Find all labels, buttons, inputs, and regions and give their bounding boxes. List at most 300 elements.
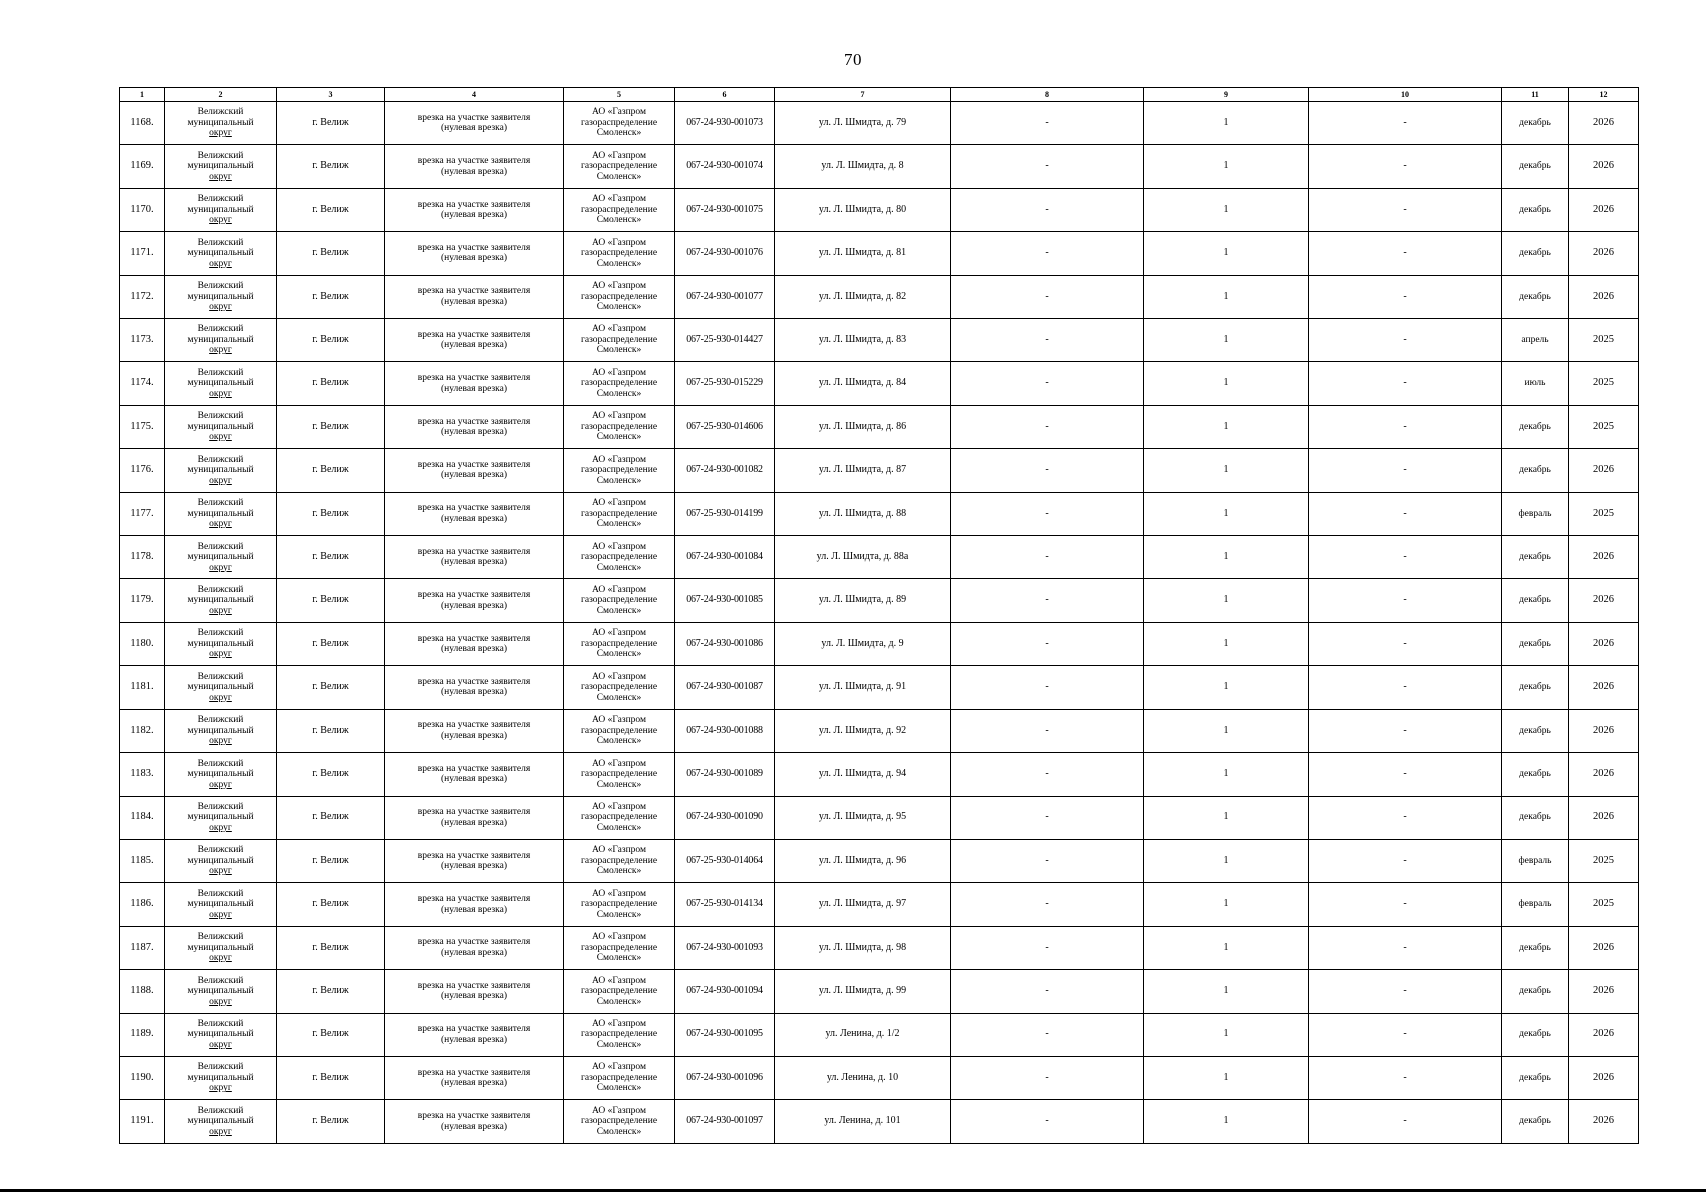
district-line: Велижский (197, 932, 244, 943)
request-id-cell: 067-24-930-001084 (675, 536, 775, 579)
table-row (120, 883, 1639, 926)
town-cell: г. Велиж (277, 362, 385, 405)
year-cell: 2026 (1569, 753, 1639, 796)
district-cell (165, 839, 277, 882)
operator-line: Смоленск» (596, 692, 642, 703)
district-line: муниципальный (187, 552, 254, 563)
operator-line: АО «Газпром (591, 628, 646, 639)
work-type-cell (385, 970, 564, 1013)
district-cell (165, 102, 277, 145)
row-number: 1176. (120, 449, 165, 492)
table-row (120, 1100, 1639, 1144)
table-row (120, 362, 1639, 405)
row-number: 1187. (120, 926, 165, 969)
work-type-cell (385, 926, 564, 969)
work-type-line: (нулевая врезка) (440, 166, 508, 177)
address-cell: ул. Л. Шмидта, д. 84 (775, 362, 951, 405)
district-line: муниципальный (187, 117, 254, 128)
work-type-line: врезка на участке заявителя (417, 242, 531, 253)
address-cell: ул. Л. Шмидта, д. 91 (775, 666, 951, 709)
column-9-cell: 1 (1144, 579, 1309, 622)
request-id-cell: 067-24-930-001073 (675, 102, 775, 145)
district-line: Велижский (197, 1105, 244, 1116)
work-type-cell (385, 405, 564, 448)
table-row (120, 319, 1639, 362)
operator-line: газораспределение (580, 1029, 658, 1040)
month-cell: декабрь (1502, 1013, 1569, 1056)
address-cell: ул. Л. Шмидта, д. 83 (775, 319, 951, 362)
operator-line: газораспределение (580, 334, 658, 345)
district-line: Велижский (197, 107, 244, 118)
row-number: 1173. (120, 319, 165, 362)
operator-cell (564, 405, 675, 448)
table-header-row (120, 88, 1639, 102)
row-number: 1168. (120, 102, 165, 145)
town-cell: г. Велиж (277, 1013, 385, 1056)
operator-line: Смоленск» (596, 258, 642, 269)
work-type-line: (нулевая врезка) (440, 600, 508, 611)
address-cell: ул. Л. Шмидта, д. 99 (775, 970, 951, 1013)
operator-line: газораспределение (580, 1116, 658, 1127)
table-row (120, 709, 1639, 752)
column-8-cell: - (951, 102, 1144, 145)
month-cell: декабрь (1502, 970, 1569, 1013)
address-cell: ул. Л. Шмидта, д. 81 (775, 232, 951, 275)
work-type-line: (нулевая врезка) (440, 904, 508, 915)
operator-line: Смоленск» (596, 779, 642, 790)
work-type-line: (нулевая врезка) (440, 427, 508, 438)
work-type-line: врезка на участке заявителя (417, 416, 531, 427)
operator-line: Смоленск» (596, 215, 642, 226)
work-type-cell (385, 492, 564, 535)
address-cell: ул. Л. Шмидта, д. 94 (775, 753, 951, 796)
column-10-cell: - (1309, 405, 1502, 448)
column-8-cell: - (951, 145, 1144, 188)
month-cell: февраль (1502, 492, 1569, 535)
operator-line: Смоленск» (596, 866, 642, 877)
month-cell: февраль (1502, 839, 1569, 882)
column-9-cell: 1 (1144, 449, 1309, 492)
table-row (120, 666, 1639, 709)
request-id-cell: 067-25-930-014606 (675, 405, 775, 448)
column-8-cell: - (951, 188, 1144, 231)
town-cell: г. Велиж (277, 796, 385, 839)
operator-cell (564, 232, 675, 275)
town-cell: г. Велиж (277, 449, 385, 492)
table-row (120, 102, 1639, 145)
column-header-7: 7 (775, 88, 951, 102)
operator-line: АО «Газпром (591, 1018, 646, 1029)
column-9-cell: 1 (1144, 753, 1309, 796)
district-cell (165, 275, 277, 318)
row-number: 1170. (120, 188, 165, 231)
operator-cell (564, 492, 675, 535)
request-id-cell: 067-24-930-001097 (675, 1100, 775, 1144)
operator-cell (564, 188, 675, 231)
district-line: муниципальный (187, 595, 254, 606)
month-cell: февраль (1502, 883, 1569, 926)
address-cell: ул. Л. Шмидта, д. 96 (775, 839, 951, 882)
operator-line: газораспределение (580, 986, 658, 997)
work-type-line: (нулевая врезка) (440, 774, 508, 785)
column-10-cell: - (1309, 753, 1502, 796)
operator-line: АО «Газпром (591, 281, 646, 292)
work-type-cell (385, 753, 564, 796)
column-9-cell: 1 (1144, 145, 1309, 188)
table-row (120, 232, 1639, 275)
row-number: 1172. (120, 275, 165, 318)
column-8-cell: - (951, 883, 1144, 926)
operator-line: АО «Газпром (591, 150, 646, 161)
table-row (120, 536, 1639, 579)
operator-line: АО «Газпром (591, 367, 646, 378)
column-9-cell: 1 (1144, 405, 1309, 448)
year-cell: 2026 (1569, 796, 1639, 839)
district-line: округ (209, 258, 232, 269)
district-cell (165, 579, 277, 622)
column-header-4: 4 (385, 88, 564, 102)
district-line: Велижский (197, 150, 244, 161)
work-type-line: врезка на участке заявителя (417, 1111, 531, 1122)
district-line: муниципальный (187, 1029, 254, 1040)
column-9-cell: 1 (1144, 232, 1309, 275)
district-line: муниципальный (187, 769, 254, 780)
district-cell (165, 666, 277, 709)
operator-line: газораспределение (580, 682, 658, 693)
district-line: округ (209, 779, 232, 790)
column-9-cell: 1 (1144, 492, 1309, 535)
table-row (120, 926, 1639, 969)
district-line: Велижский (197, 1062, 244, 1073)
request-id-cell: 067-24-930-001076 (675, 232, 775, 275)
address-cell: ул. Л. Шмидта, д. 9 (775, 622, 951, 665)
work-type-line: (нулевая врезка) (440, 730, 508, 741)
column-header-11: 11 (1502, 88, 1569, 102)
column-10-cell: - (1309, 232, 1502, 275)
district-line: муниципальный (187, 508, 254, 519)
operator-line: Смоленск» (596, 736, 642, 747)
district-line: Велижский (197, 975, 244, 986)
table-row (120, 188, 1639, 231)
district-line: муниципальный (187, 899, 254, 910)
operator-line: газораспределение (580, 725, 658, 736)
work-type-cell (385, 796, 564, 839)
operator-line: Смоленск» (596, 605, 642, 616)
month-cell: декабрь (1502, 536, 1569, 579)
address-cell: ул. Ленина, д. 10 (775, 1056, 951, 1099)
column-10-cell: - (1309, 883, 1502, 926)
operator-cell (564, 970, 675, 1013)
column-10-cell: - (1309, 319, 1502, 362)
operator-line: газораспределение (580, 161, 658, 172)
town-cell: г. Велиж (277, 883, 385, 926)
column-8-cell: - (951, 319, 1144, 362)
year-cell: 2026 (1569, 145, 1639, 188)
work-type-line: врезка на участке заявителя (417, 590, 531, 601)
operator-line: Смоленск» (596, 822, 642, 833)
operator-line: Смоленск» (596, 345, 642, 356)
town-cell: г. Велиж (277, 579, 385, 622)
year-cell: 2026 (1569, 970, 1639, 1013)
request-id-cell: 067-25-930-014134 (675, 883, 775, 926)
district-line: округ (209, 996, 232, 1007)
town-cell: г. Велиж (277, 145, 385, 188)
row-number: 1180. (120, 622, 165, 665)
district-line: округ (209, 128, 232, 139)
column-10-cell: - (1309, 796, 1502, 839)
work-type-line: (нулевая врезка) (440, 123, 508, 134)
column-8-cell: - (951, 796, 1144, 839)
column-8-cell: - (951, 1100, 1144, 1144)
work-type-cell (385, 536, 564, 579)
column-10-cell: - (1309, 145, 1502, 188)
year-cell: 2025 (1569, 839, 1639, 882)
district-line: муниципальный (187, 465, 254, 476)
operator-cell (564, 926, 675, 969)
district-cell (165, 145, 277, 188)
table-body (120, 102, 1639, 1144)
request-id-cell: 067-24-930-001082 (675, 449, 775, 492)
column-header-2: 2 (165, 88, 277, 102)
district-line: муниципальный (187, 855, 254, 866)
operator-cell (564, 536, 675, 579)
work-type-line: (нулевая врезка) (440, 817, 508, 828)
district-cell (165, 796, 277, 839)
town-cell: г. Велиж (277, 1056, 385, 1099)
operator-line: Смоленск» (596, 996, 642, 1007)
district-line: округ (209, 605, 232, 616)
month-cell: декабрь (1502, 405, 1569, 448)
address-cell: ул. Л. Шмидта, д. 87 (775, 449, 951, 492)
table-row (120, 796, 1639, 839)
work-type-cell (385, 188, 564, 231)
operator-line: газораспределение (580, 812, 658, 823)
district-cell (165, 1013, 277, 1056)
district-line: Велижский (197, 801, 244, 812)
district-line: Велижский (197, 194, 244, 205)
operator-line: Смоленск» (596, 302, 642, 313)
work-type-line: врезка на участке заявителя (417, 286, 531, 297)
work-type-line: (нулевая врезка) (440, 513, 508, 524)
table-row (120, 970, 1639, 1013)
column-header-6: 6 (675, 88, 775, 102)
request-id-cell: 067-24-930-001086 (675, 622, 775, 665)
operator-cell (564, 319, 675, 362)
work-type-line: (нулевая врезка) (440, 296, 508, 307)
operator-line: Смоленск» (596, 562, 642, 573)
year-cell: 2025 (1569, 883, 1639, 926)
operator-line: Смоленск» (596, 649, 642, 660)
address-cell: ул. Л. Шмидта, д. 88а (775, 536, 951, 579)
month-cell: декабрь (1502, 232, 1569, 275)
work-type-cell (385, 275, 564, 318)
town-cell: г. Велиж (277, 926, 385, 969)
row-number: 1188. (120, 970, 165, 1013)
district-line: округ (209, 953, 232, 964)
district-cell (165, 362, 277, 405)
district-line: Велижский (197, 281, 244, 292)
work-type-line: (нулевая врезка) (440, 557, 508, 568)
operator-line: газораспределение (580, 899, 658, 910)
district-cell (165, 449, 277, 492)
column-9-cell: 1 (1144, 1056, 1309, 1099)
year-cell: 2026 (1569, 449, 1639, 492)
district-line: муниципальный (187, 1116, 254, 1127)
column-10-cell: - (1309, 839, 1502, 882)
column-9-cell: 1 (1144, 1013, 1309, 1056)
operator-line: Смоленск» (596, 1083, 642, 1094)
row-number: 1169. (120, 145, 165, 188)
address-cell: ул. Л. Шмидта, д. 95 (775, 796, 951, 839)
district-line: муниципальный (187, 725, 254, 736)
column-9-cell: 1 (1144, 796, 1309, 839)
district-cell (165, 883, 277, 926)
operator-line: газораспределение (580, 291, 658, 302)
year-cell: 2026 (1569, 102, 1639, 145)
district-line: муниципальный (187, 378, 254, 389)
month-cell: июль (1502, 362, 1569, 405)
row-number: 1171. (120, 232, 165, 275)
district-line: Велижский (197, 454, 244, 465)
work-type-line: врезка на участке заявителя (417, 850, 531, 861)
column-header-3: 3 (277, 88, 385, 102)
district-line: муниципальный (187, 942, 254, 953)
district-line: округ (209, 822, 232, 833)
column-10-cell: - (1309, 1056, 1502, 1099)
operator-line: Смоленск» (596, 432, 642, 443)
town-cell: г. Велиж (277, 405, 385, 448)
district-line: Велижский (197, 1018, 244, 1029)
operator-line: Смоленск» (596, 388, 642, 399)
table-row (120, 145, 1639, 188)
operator-cell (564, 449, 675, 492)
column-8-cell: - (951, 579, 1144, 622)
district-line: округ (209, 432, 232, 443)
operator-line: газораспределение (580, 552, 658, 563)
work-type-line: (нулевая врезка) (440, 687, 508, 698)
request-id-cell: 067-25-930-015229 (675, 362, 775, 405)
district-line: Велижский (197, 367, 244, 378)
district-cell (165, 319, 277, 362)
operator-line: Смоленск» (596, 171, 642, 182)
request-id-cell: 067-25-930-014199 (675, 492, 775, 535)
work-type-cell (385, 622, 564, 665)
district-line: округ (209, 866, 232, 877)
district-line: муниципальный (187, 334, 254, 345)
district-line: округ (209, 692, 232, 703)
district-line: округ (209, 475, 232, 486)
row-number: 1191. (120, 1100, 165, 1144)
year-cell: 2026 (1569, 579, 1639, 622)
operator-cell (564, 753, 675, 796)
column-9-cell: 1 (1144, 188, 1309, 231)
district-line: Велижский (197, 237, 244, 248)
work-type-line: врезка на участке заявителя (417, 546, 531, 557)
operator-cell (564, 362, 675, 405)
column-9-cell: 1 (1144, 970, 1309, 1013)
operator-line: АО «Газпром (591, 237, 646, 248)
address-cell: ул. Ленина, д. 1/2 (775, 1013, 951, 1056)
request-id-cell: 067-25-930-014064 (675, 839, 775, 882)
column-10-cell: - (1309, 188, 1502, 231)
operator-line: АО «Газпром (591, 498, 646, 509)
column-9-cell: 1 (1144, 362, 1309, 405)
column-header-8: 8 (951, 88, 1144, 102)
column-8-cell: - (951, 622, 1144, 665)
column-9-cell: 1 (1144, 536, 1309, 579)
row-number: 1183. (120, 753, 165, 796)
column-10-cell: - (1309, 926, 1502, 969)
table-row (120, 449, 1639, 492)
operator-line: АО «Газпром (591, 801, 646, 812)
table-row (120, 579, 1639, 622)
operator-line: АО «Газпром (591, 584, 646, 595)
column-10-cell: - (1309, 275, 1502, 318)
work-type-line: (нулевая врезка) (440, 1078, 508, 1089)
request-id-cell: 067-25-930-014427 (675, 319, 775, 362)
column-9-cell: 1 (1144, 102, 1309, 145)
work-type-line: (нулевая врезка) (440, 383, 508, 394)
year-cell: 2025 (1569, 319, 1639, 362)
district-line: округ (209, 1039, 232, 1050)
district-line: округ (209, 302, 232, 313)
operator-line: Смоленск» (596, 475, 642, 486)
district-line: муниципальный (187, 1072, 254, 1083)
work-type-line: (нулевая врезка) (440, 470, 508, 481)
column-10-cell: - (1309, 709, 1502, 752)
operator-line: газораспределение (580, 421, 658, 432)
work-type-cell (385, 579, 564, 622)
work-type-cell (385, 449, 564, 492)
year-cell: 2026 (1569, 666, 1639, 709)
table-row (120, 622, 1639, 665)
operator-cell (564, 796, 675, 839)
column-10-cell: - (1309, 362, 1502, 405)
work-type-line: врезка на участке заявителя (417, 503, 531, 514)
request-id-cell: 067-24-930-001077 (675, 275, 775, 318)
town-cell: г. Велиж (277, 622, 385, 665)
address-cell: ул. Л. Шмидта, д. 80 (775, 188, 951, 231)
year-cell: 2026 (1569, 275, 1639, 318)
month-cell: декабрь (1502, 275, 1569, 318)
month-cell: декабрь (1502, 579, 1569, 622)
row-number: 1181. (120, 666, 165, 709)
town-cell: г. Велиж (277, 666, 385, 709)
work-type-cell (385, 102, 564, 145)
column-9-cell: 1 (1144, 1100, 1309, 1144)
row-number: 1190. (120, 1056, 165, 1099)
column-10-cell: - (1309, 970, 1502, 1013)
operator-line: АО «Газпром (591, 888, 646, 899)
column-8-cell: - (951, 405, 1144, 448)
request-id-cell: 067-24-930-001095 (675, 1013, 775, 1056)
year-cell: 2026 (1569, 926, 1639, 969)
district-line: Велижский (197, 845, 244, 856)
column-10-cell: - (1309, 1013, 1502, 1056)
column-header-12: 12 (1569, 88, 1639, 102)
column-10-cell: - (1309, 102, 1502, 145)
operator-line: АО «Газпром (591, 411, 646, 422)
row-number: 1182. (120, 709, 165, 752)
operator-line: АО «Газпром (591, 541, 646, 552)
district-line: Велижский (197, 584, 244, 595)
work-type-line: врезка на участке заявителя (417, 112, 531, 123)
year-cell: 2025 (1569, 405, 1639, 448)
operator-cell (564, 1100, 675, 1144)
column-9-cell: 1 (1144, 319, 1309, 362)
district-cell (165, 1100, 277, 1144)
month-cell: декабрь (1502, 753, 1569, 796)
